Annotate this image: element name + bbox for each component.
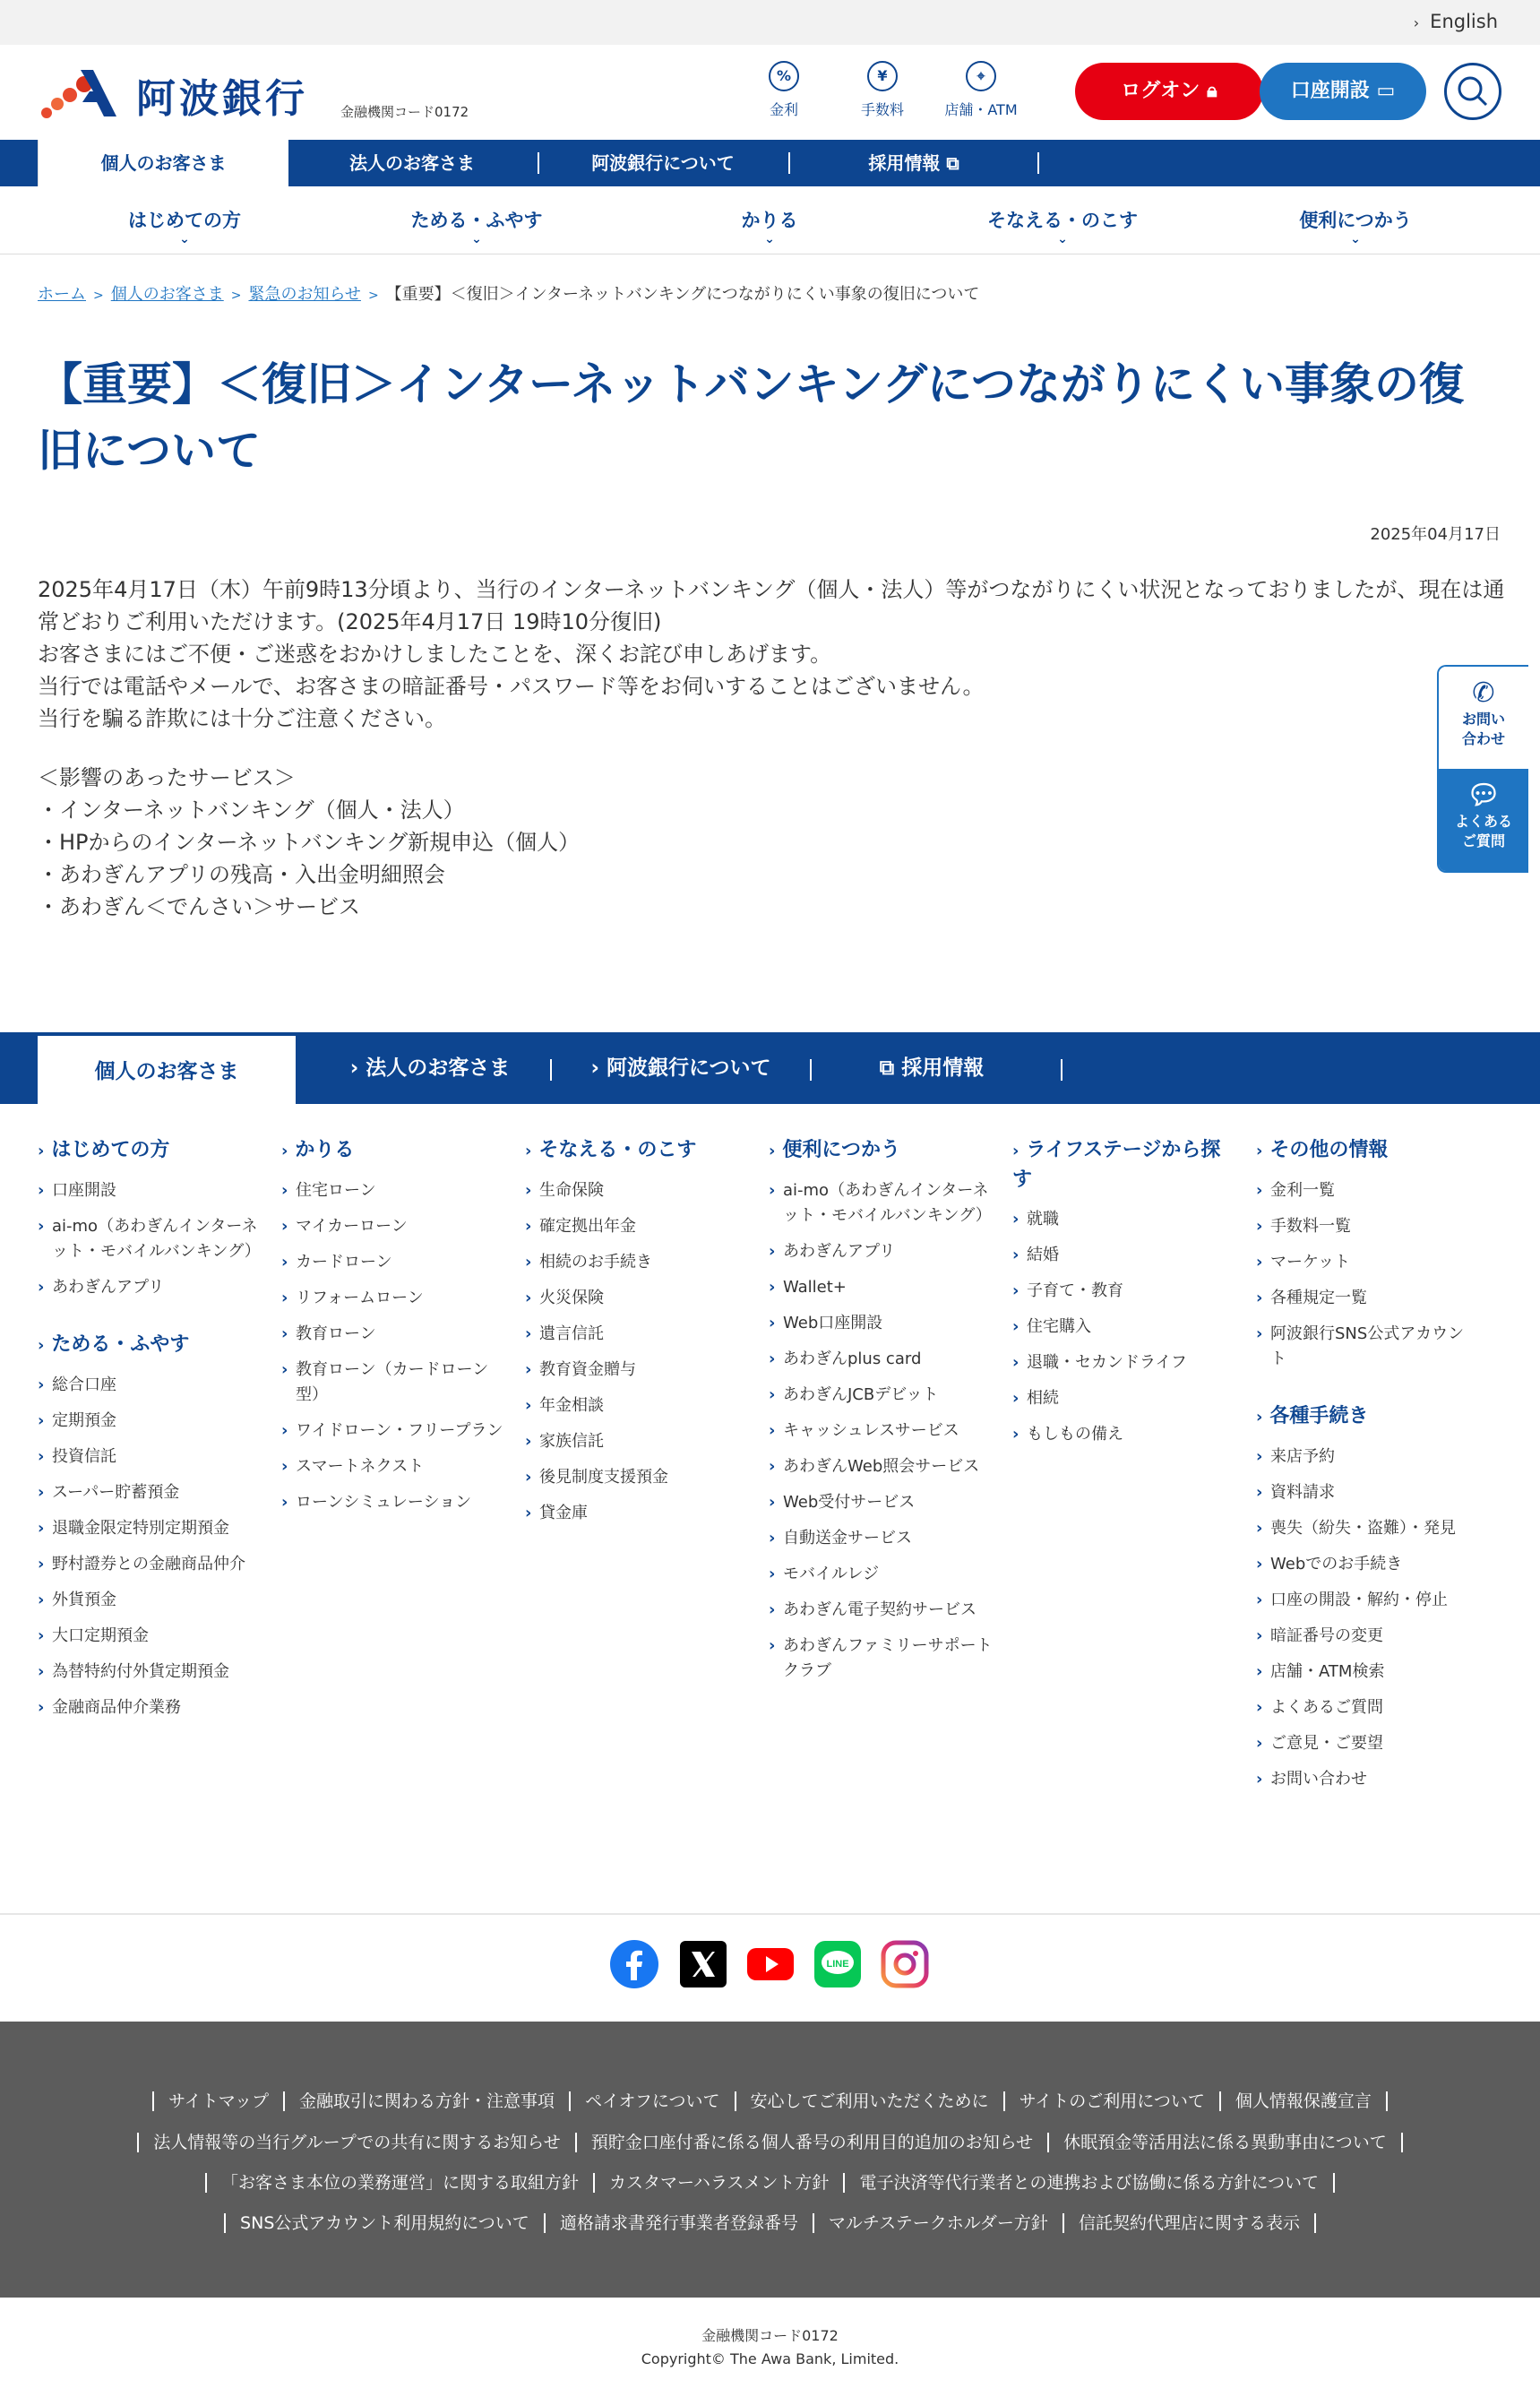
footer-link[interactable]: › 各種規定一覧	[1256, 1286, 1480, 1311]
footer-legal-links	[0, 2022, 1540, 2298]
svg-text:LINE: LINE	[826, 1959, 849, 1970]
logo-name: 阿波銀行	[136, 76, 308, 122]
footer-link[interactable]: › 資料請求	[1256, 1480, 1480, 1505]
x-icon[interactable]	[678, 1939, 728, 1989]
footer-legal-link[interactable]: 安心してご利用いただくために	[735, 2091, 1003, 2111]
footer-link[interactable]: › マーケット	[1256, 1250, 1480, 1275]
chevron-right-icon: ›	[1012, 1142, 1019, 1160]
footer-column-heading[interactable]: › そなえる・のこす	[525, 1139, 697, 1161]
footer-tab-about[interactable]: › 阿波銀行について	[590, 1056, 771, 1080]
footer-link[interactable]: › 教育ローン（カードローン型）	[281, 1358, 505, 1408]
footer-link[interactable]: › 年金相談	[525, 1393, 749, 1418]
footer-link[interactable]: › 総合口座	[38, 1373, 262, 1398]
footer-link[interactable]: › 来店予約	[1256, 1444, 1480, 1470]
sub-nav	[0, 186, 1540, 254]
footer-legal-row	[0, 2169, 1540, 2194]
footer-bank-code: 金融機関コード0172	[701, 2327, 839, 2344]
footer-link[interactable]: › 結婚	[1012, 1243, 1236, 1268]
nav-divider	[810, 1059, 812, 1081]
footer-link[interactable]: › 子育て・教育	[1012, 1279, 1236, 1304]
logo-mark-icon	[38, 63, 123, 122]
footer-link-list	[38, 1178, 262, 1300]
chevron-right-icon: ›	[349, 1056, 366, 1080]
bank-code: 金融機関コード0172	[340, 104, 469, 120]
instagram-icon[interactable]	[880, 1939, 930, 1989]
footer-link[interactable]: › ai-mo（あわぎんインターネット・モバイルバンキング）	[769, 1178, 993, 1229]
chevron-down-icon: ⌄	[471, 232, 482, 246]
chevron-right-icon: ›	[590, 1056, 607, 1080]
footer-link[interactable]: › 生命保険	[525, 1178, 749, 1203]
footer-link[interactable]: › 店舗・ATM検索	[1256, 1660, 1480, 1685]
chevron-down-icon: ⌄	[764, 232, 775, 246]
footer-link-list	[769, 1178, 993, 1684]
footer-link[interactable]: › 火災保険	[525, 1286, 749, 1311]
chevron-down-icon: ⌄	[1057, 232, 1068, 246]
footer-link[interactable]: › 後見制度支援預金	[525, 1465, 749, 1490]
footer-link-list	[1256, 1444, 1480, 1792]
footer-link[interactable]: › 大口定期預金	[38, 1624, 262, 1649]
affected-item: ・HPからのインターネットバンキング新規申込（個人）	[38, 830, 581, 855]
logon-button[interactable]: ログオン 🔒︎	[1075, 63, 1263, 120]
footer-link[interactable]: › ワイドローン・フリープラン	[281, 1418, 505, 1444]
footer-link[interactable]: › キャッシュレスサービス	[769, 1418, 993, 1444]
chevron-right-icon: >	[230, 289, 242, 303]
footer-link[interactable]: › お問い合わせ	[1256, 1767, 1480, 1792]
footer-legal-link[interactable]: 信託契約代理店に関する表示	[1063, 2213, 1316, 2233]
footer-link-list	[281, 1178, 505, 1515]
footer-legal-link[interactable]: サイトのご利用について	[1003, 2091, 1219, 2111]
search-icon	[1447, 65, 1499, 117]
contact-float-button[interactable]: ✆ お問い 合わせ	[1439, 667, 1528, 769]
chevron-right-icon: ›	[1413, 14, 1420, 31]
chevron-right-icon: ›	[525, 1142, 532, 1160]
footer-legal-row	[0, 2129, 1540, 2153]
footer-column-heading[interactable]: › ためる・ふやす	[38, 1333, 190, 1356]
search-button[interactable]	[1444, 63, 1501, 120]
nav-divider	[538, 152, 539, 174]
footer-link-list	[1012, 1207, 1236, 1447]
footer-link[interactable]: › 相続	[1012, 1386, 1236, 1411]
affected-item: ・あわぎん＜でんさい＞サービス	[38, 894, 360, 919]
affected-heading: ＜影響のあったサービス＞	[38, 765, 296, 790]
tab-corporate[interactable]: 法人のお客さま	[349, 152, 475, 174]
tab-about[interactable]: 阿波銀行について	[591, 152, 735, 174]
footer-link[interactable]: › モバイルレジ	[769, 1562, 993, 1587]
breadcrumb-personal[interactable]: 個人のお客さま	[110, 285, 224, 304]
footer-link[interactable]: › よくあるご質問	[1256, 1695, 1480, 1720]
footer-link[interactable]: › あわぎん電子契約サービス	[769, 1598, 993, 1623]
footer-link[interactable]: › 外貨預金	[38, 1588, 262, 1613]
interest-rate-link[interactable]: % 金利	[744, 61, 824, 119]
language-bar	[0, 0, 1540, 45]
footer-link[interactable]: › 遺言信託	[525, 1322, 749, 1347]
breadcrumb-notice[interactable]: 緊急のお知らせ	[248, 285, 361, 304]
facebook-icon[interactable]	[609, 1939, 659, 1989]
footer-link[interactable]: › 相続のお手続き	[525, 1250, 749, 1275]
footer-column	[1012, 1136, 1236, 1478]
nav-divider	[1037, 152, 1039, 174]
open-account-button[interactable]: 口座開設 ▭	[1260, 63, 1426, 120]
footer-link[interactable]: › 家族信託	[525, 1429, 749, 1454]
affected-item: ・インターネットバンキング（個人・法人）	[38, 798, 465, 823]
nav-divider	[788, 152, 790, 174]
footer-link[interactable]: › あわぎんファミリーサポートクラブ	[769, 1634, 993, 1684]
footer-column	[525, 1136, 749, 1556]
yen-icon: ¥	[867, 61, 898, 91]
footer-column-heading[interactable]: › ライフステージから探す	[1012, 1139, 1221, 1191]
footer-link-list	[525, 1178, 749, 1526]
chevron-right-icon: ›	[769, 1142, 776, 1160]
chevron-right-icon: >	[367, 289, 379, 303]
lock-icon: 🔒︎	[1206, 80, 1217, 102]
chevron-down-icon: ⌄	[1350, 232, 1361, 246]
chevron-right-icon: ›	[38, 1142, 45, 1160]
footer-legal-link[interactable]: 預貯金口座付番に係る個人番号の利用目的追加のお知らせ	[575, 2133, 1047, 2152]
social-links	[0, 1939, 1540, 1993]
footer-link[interactable]: › 教育ローン	[281, 1322, 505, 1347]
footer-tab-recruit[interactable]: ⧉ 採用情報	[879, 1056, 985, 1080]
footer-legal-link[interactable]: 法人情報等の当行グループでの共有に関するお知らせ	[137, 2133, 574, 2152]
chevron-right-icon: ›	[1256, 1142, 1263, 1160]
youtube-icon[interactable]	[745, 1939, 796, 1989]
subnav-beginner[interactable]: はじめての方 ⌄	[68, 206, 301, 244]
footer-tab-personal[interactable]: 個人のお客さま	[38, 1036, 296, 1108]
breadcrumb-current: 【重要】＜復旧＞インターネットバンキングにつながりにくい事象の復旧について	[385, 285, 980, 304]
location-pin-icon: ⌖	[966, 61, 996, 91]
footer-nav	[0, 1032, 1540, 1104]
footer-link[interactable]: › あわぎんplus card	[769, 1347, 993, 1372]
footer-link[interactable]: › スマートネクスト	[281, 1454, 505, 1479]
page-title: 【重要】＜復旧＞インターネットバンキングにつながりにくい事象の復旧について	[38, 358, 1464, 477]
article-paragraph: お客さまにはご不便・ご迷惑をおかけしましたことを、深くお詫び申しあげます。	[38, 642, 832, 667]
footer-link[interactable]: › 自動送金サービス	[769, 1526, 993, 1551]
footer-link[interactable]: › 教育資金贈与	[525, 1358, 749, 1383]
site-header	[0, 45, 1540, 140]
footer-column	[38, 1136, 262, 1751]
footer-column-heading[interactable]: › はじめての方	[38, 1139, 170, 1161]
chevron-right-icon: ›	[38, 1336, 45, 1355]
footer-link[interactable]: › あわぎんJCBデビット	[769, 1383, 993, 1408]
faq-float-button[interactable]: 💬︎ よくある ご質問	[1439, 769, 1528, 873]
footer-legal-link[interactable]: 適格請求書発行事業者登録番号	[544, 2213, 813, 2233]
article-paragraph: 当行を騙る詐欺には十分ご注意ください。	[38, 706, 446, 731]
footer-column	[769, 1136, 993, 1714]
footer-legal-link[interactable]: SNS公式アカウント利用規約について	[224, 2213, 544, 2233]
footer-link[interactable]: › リフォームローン	[281, 1286, 505, 1311]
footer-tab-corporate[interactable]: › 法人のお客さま	[349, 1056, 511, 1080]
chevron-right-icon: ›	[281, 1142, 288, 1160]
footer-legal-link[interactable]: マルチステークホルダー方針	[813, 2213, 1063, 2233]
footer-link[interactable]: › 住宅ローン	[281, 1178, 505, 1203]
footer-link[interactable]: › スーパー貯蓄預金	[38, 1480, 262, 1505]
subnav-prepare[interactable]: そなえる・のこす ⌄	[946, 206, 1179, 244]
footer-column	[281, 1136, 505, 1546]
external-link-icon: ⧉	[946, 152, 959, 174]
footer-link[interactable]: › 投資信託	[38, 1444, 262, 1470]
footer-link[interactable]: › Web口座開設	[769, 1311, 993, 1336]
footer-link[interactable]: › あわぎんWeb照会サービス	[769, 1454, 993, 1479]
tab-personal[interactable]: 個人のお客さま	[38, 140, 288, 186]
footer-column-heading[interactable]: › 各種手続き	[1256, 1405, 1369, 1427]
footer-link-list	[1256, 1178, 1480, 1372]
footer-legal-link[interactable]: カスタマーハラスメント方針	[593, 2173, 843, 2193]
footer-link[interactable]: › Web受付サービス	[769, 1490, 993, 1515]
footer-link[interactable]: › ご意見・ご要望	[1256, 1731, 1480, 1756]
footer-legal-link[interactable]: 休眠預金等活用法に係る異動事由について	[1047, 2133, 1403, 2152]
footer-legal-link[interactable]: 電子決済等代行業者との連携および協働に係る方針について	[843, 2173, 1335, 2193]
external-link-icon: ⧉	[879, 1056, 902, 1080]
phone-icon: ✆	[1472, 677, 1495, 709]
footer-column	[1256, 1136, 1480, 1823]
footer-legal-row	[0, 2088, 1540, 2112]
main-nav	[0, 140, 1540, 186]
footer-link[interactable]: › Webでのお手続き	[1256, 1552, 1480, 1577]
footer-link[interactable]: › 確定拠出年金	[525, 1214, 749, 1239]
footer-link[interactable]: › 野村證券との金融商品仲介	[38, 1552, 262, 1577]
footer-link[interactable]: › ローンシミュレーション	[281, 1490, 505, 1515]
article-paragraph: 当行では電話やメールで、お客さまの暗証番号・パスワード等をお伺いすることはございません。	[38, 674, 985, 699]
footer-link[interactable]: › 住宅購入	[1012, 1315, 1236, 1340]
footer-link[interactable]: › ai-mo（あわぎんインターネット・モバイルバンキング）	[38, 1214, 262, 1264]
chevron-down-icon: ⌄	[179, 232, 190, 246]
subnav-save[interactable]: ためる・ふやす ⌄	[360, 206, 593, 244]
footer-legal-link[interactable]: サイトマップ	[152, 2091, 283, 2111]
footer-link[interactable]: › 暗証番号の変更	[1256, 1624, 1480, 1649]
logo[interactable]	[38, 63, 333, 122]
subnav-borrow[interactable]: かりる ⌄	[653, 206, 886, 244]
footer-link[interactable]: › 口座開設	[38, 1178, 262, 1203]
footer-link[interactable]: › あわぎんアプリ	[38, 1275, 262, 1300]
footer-legal-row	[0, 2210, 1540, 2234]
branch-atm-link[interactable]: ⌖ 店舗・ATM	[941, 61, 1021, 119]
footer-link[interactable]: › もしもの備え	[1012, 1422, 1236, 1447]
percent-icon: %	[769, 61, 799, 91]
breadcrumb-home[interactable]: ホーム	[38, 285, 86, 304]
copyright	[0, 2324, 1540, 2371]
chevron-right-icon: ›	[1256, 1408, 1263, 1427]
subnav-convenient[interactable]: 便利につかう ⌄	[1239, 206, 1472, 244]
card-icon: ▭	[1376, 80, 1396, 102]
english-link[interactable]: › English	[1413, 11, 1498, 32]
article-paragraph: 2025年4月17日（木）午前9時13分頃より、当行のインターネットバンキング（個人・法人）等がつながりにくい状況となっておりましたが、現在は通常どおりご利用いただけます。(2025年4月17日 19時10分復旧)	[38, 577, 1505, 634]
footer-legal-link[interactable]: 金融取引に関わる方針・注意事項	[283, 2091, 569, 2111]
footer-column-heading[interactable]: › 便利につかう	[769, 1139, 900, 1161]
footer-link[interactable]: › 就職	[1012, 1207, 1236, 1232]
floating-side-menu	[1437, 665, 1528, 873]
footer-link[interactable]: › マイカーローン	[281, 1214, 505, 1239]
footer-link[interactable]: › 口座の開設・解約・停止	[1256, 1588, 1480, 1613]
nav-divider	[1061, 1059, 1063, 1081]
footer-link[interactable]: › 喪失（紛失・盗難）・発見	[1256, 1516, 1480, 1541]
footer-legal-link[interactable]: ペイオフについて	[569, 2091, 734, 2111]
footer-column-heading[interactable]: › かりる	[281, 1139, 355, 1161]
footer-link-list	[38, 1373, 262, 1720]
footer-link[interactable]: › 金利一覧	[1256, 1178, 1480, 1203]
line-icon[interactable]	[813, 1939, 863, 1989]
breadcrumb	[38, 281, 979, 305]
footer-column-heading[interactable]: › その他の情報	[1256, 1139, 1389, 1161]
footer-link[interactable]: › Wallet+	[769, 1275, 993, 1300]
footer-link[interactable]: › 退職金限定特別定期預金	[38, 1516, 262, 1541]
footer-link[interactable]: › 為替特約付外貨定期預金	[38, 1660, 262, 1685]
publish-date: 2025年04月17日	[1370, 525, 1501, 544]
article-body	[38, 573, 1507, 923]
footer-link[interactable]: › 定期預金	[38, 1409, 262, 1434]
footer-link[interactable]: › 貸金庫	[525, 1501, 749, 1526]
fees-link[interactable]: ¥ 手数料	[842, 61, 923, 119]
footer-link[interactable]: › あわぎんアプリ	[769, 1239, 993, 1264]
footer-link[interactable]: › 手数料一覧	[1256, 1214, 1480, 1239]
tab-recruit[interactable]: 採用情報 ⧉	[868, 152, 959, 174]
copyright-text: Copyright© The Awa Bank, Limited.	[641, 2350, 899, 2367]
footer-link[interactable]: › 阿波銀行SNS公式アカウント	[1256, 1322, 1480, 1372]
nav-divider	[550, 1059, 552, 1081]
footer-link[interactable]: › 退職・セカンドライフ	[1012, 1350, 1236, 1375]
footer-legal-link[interactable]: 個人情報保護宣言	[1219, 2091, 1388, 2111]
chat-bubble-icon: 💬︎	[1466, 780, 1501, 811]
divider	[0, 1913, 1540, 1915]
affected-item: ・あわぎんアプリの残高・入出金明細照会	[38, 862, 446, 887]
footer-link[interactable]: › 金融商品仲介業務	[38, 1695, 262, 1720]
footer-link[interactable]: › カードローン	[281, 1250, 505, 1275]
chevron-right-icon: >	[93, 289, 104, 303]
footer-legal-link[interactable]: 「お客さま本位の業務運営」に関する取組方針	[205, 2173, 593, 2193]
